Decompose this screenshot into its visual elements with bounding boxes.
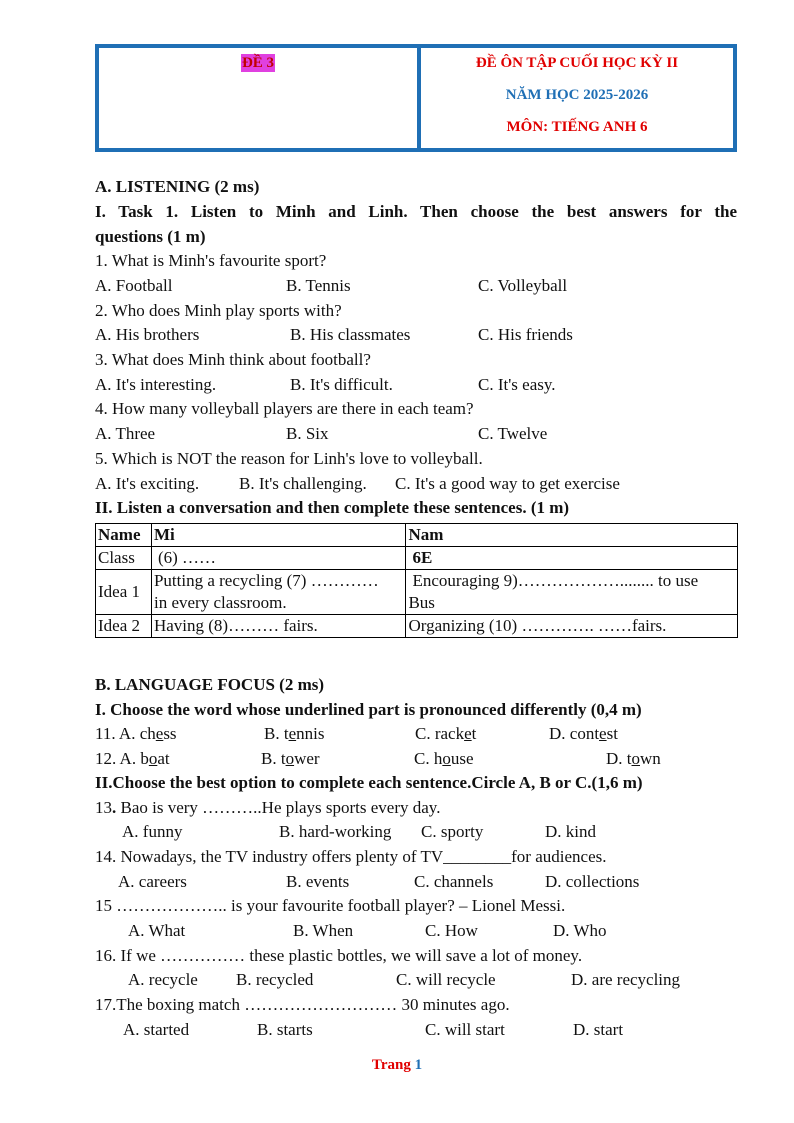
- option-d: D. are recycling: [571, 970, 681, 989]
- header-right-cell: [421, 48, 733, 148]
- pronunciation-instruction: I. Choose the word whose underlined part is pronounced differently (0,4 m): [95, 700, 642, 719]
- question-14-options: [95, 871, 737, 893]
- row-label: Idea 2: [96, 615, 152, 638]
- option-a: 11. A. chess: [95, 724, 177, 743]
- question-1: 1. What is Minh's favourite sport?: [95, 251, 327, 270]
- question-12: [95, 748, 737, 770]
- question-11: [95, 723, 737, 745]
- table-row: [96, 547, 738, 570]
- nam-idea1-cell: [406, 570, 738, 615]
- option-d: D. contest: [549, 724, 618, 743]
- option-c: C. It's a good way to get exercise: [395, 474, 620, 493]
- cell-line: Putting a recycling (7) …………: [153, 571, 379, 590]
- question-4-options: [95, 423, 737, 445]
- section-b-heading: B. LANGUAGE FOCUS (2 ms): [95, 675, 325, 694]
- sentence-completion-table: [95, 523, 738, 638]
- question-15: 15 ……………….. is your favourite football player? – Lionel Messi.: [95, 896, 566, 915]
- option-c: C. house: [414, 749, 474, 768]
- cell-line: in every classroom.: [153, 593, 287, 612]
- subject-line: MÔN: TIẾNG ANH 6: [506, 119, 648, 135]
- header-left-cell: [99, 48, 421, 148]
- exam-number-tag: ĐỀ 3: [241, 55, 275, 71]
- option-c: C. Twelve: [478, 424, 548, 443]
- option-a: A. Football: [95, 276, 173, 295]
- option-b: B. It's challenging.: [239, 474, 367, 493]
- option-d: D. town: [606, 749, 661, 768]
- option-b: B. When: [293, 921, 354, 940]
- question-13: 13. Bao is very ………..He plays sports every day.: [95, 798, 441, 817]
- grammar-instruction: II.Choose the best option to complete each sentence.Circle A, B or C.(1,6 m): [95, 773, 643, 792]
- question-17: 17.The boxing match ……………………… 30 minutes ago.: [95, 995, 510, 1014]
- mi-class-cell: (6) ……: [151, 547, 406, 570]
- option-b: B. tennis: [264, 724, 325, 743]
- mi-idea2-cell: Having (8)……… fairs.: [151, 615, 406, 638]
- option-c: C. Volleyball: [478, 276, 568, 295]
- option-c: C. His friends: [478, 325, 573, 344]
- option-b: B. Six: [286, 424, 329, 443]
- option-a: A. It's exciting.: [95, 474, 200, 493]
- question-5-options: [95, 473, 737, 495]
- cell-line: Encouraging 9)………………........ to use: [412, 571, 699, 590]
- option-c: C. racket: [415, 724, 477, 743]
- option-a: A. started: [123, 1020, 190, 1039]
- nam-idea2-cell: Organizing (10) …………. ……fairs.: [406, 615, 738, 638]
- task2-instruction: II. Listen a conversation and then complete these sentences. (1 m): [95, 498, 570, 517]
- option-b: B. starts: [257, 1020, 313, 1039]
- option-c: C. How: [425, 921, 478, 940]
- option-b: B. events: [286, 872, 350, 891]
- table-header-mi: Mi: [151, 524, 406, 547]
- question-15-options: [95, 920, 737, 942]
- question-3: 3. What does Minh think about football?: [95, 350, 371, 369]
- option-d: D. kind: [545, 822, 596, 841]
- table-header-name: Name: [96, 524, 152, 547]
- school-year: NĂM HỌC 2025-2026: [505, 87, 649, 103]
- table-row: [96, 524, 738, 547]
- option-a: A. recycle: [128, 970, 198, 989]
- nam-class-cell: 6E: [406, 547, 738, 570]
- option-c: C. It's easy.: [478, 375, 556, 394]
- section-a-heading: A. LISTENING (2 ms): [95, 177, 260, 196]
- question-5: 5. Which is NOT the reason for Linh's love to volleyball.: [95, 449, 483, 468]
- table-header-nam: Nam: [406, 524, 738, 547]
- option-a: A. funny: [122, 822, 183, 841]
- option-b: B. recycled: [236, 970, 314, 989]
- option-b: B. His classmates: [290, 325, 411, 344]
- exam-header-box: [95, 44, 737, 152]
- question-4: 4. How many volleyball players are there in each team?: [95, 399, 474, 418]
- option-b: B. hard-working: [279, 822, 392, 841]
- option-a: A. His brothers: [95, 325, 200, 344]
- option-d: D. collections: [545, 872, 640, 891]
- row-label: Idea 1: [96, 570, 152, 615]
- question-3-options: [95, 374, 737, 396]
- question-13-options: [95, 821, 737, 843]
- cell-line: Bus: [408, 593, 435, 612]
- table-row: [96, 570, 738, 615]
- question-14: 14. Nowadays, the TV industry offers plenty of TV________for audiences.: [95, 847, 607, 866]
- task1-instruction-line1: I. Task 1. Listen to Minh and Linh. Then choose the best answers for the: [95, 202, 737, 221]
- task1-instruction-line2: questions (1 m): [95, 227, 206, 246]
- question-1-options: [95, 275, 737, 297]
- option-a: A. What: [128, 921, 186, 940]
- question-2-options: [95, 324, 737, 346]
- option-b: B. tower: [261, 749, 320, 768]
- option-d: D. start: [573, 1020, 624, 1039]
- option-c: C. will start: [425, 1020, 505, 1039]
- exam-title: ĐỀ ÔN TẬP CUỐI HỌC KỲ II: [475, 55, 679, 71]
- question-16: 16. If we …………… these plastic bottles, we will save a lot of money.: [95, 946, 583, 965]
- option-c: C. will recycle: [396, 970, 496, 989]
- option-c: C. channels: [414, 872, 494, 891]
- option-b: B. It's difficult.: [290, 375, 393, 394]
- question-16-options: [95, 969, 737, 991]
- table-row: [96, 615, 738, 638]
- question-2: 2. Who does Minh play sports with?: [95, 301, 342, 320]
- page-label: Trang: [371, 1057, 411, 1073]
- option-b: B. Tennis: [286, 276, 351, 295]
- option-a: 12. A. boat: [95, 749, 170, 768]
- page-footer: [0, 1057, 794, 1074]
- question-17-options: [95, 1019, 737, 1041]
- option-a: A. It's interesting.: [95, 375, 217, 394]
- option-a: A. Three: [95, 424, 156, 443]
- mi-idea1-cell: [151, 570, 406, 615]
- row-label: Class: [96, 547, 152, 570]
- page-number: 1: [414, 1057, 423, 1073]
- option-c: C. sporty: [421, 822, 484, 841]
- option-a: A. careers: [118, 872, 187, 891]
- option-d: D. Who: [553, 921, 607, 940]
